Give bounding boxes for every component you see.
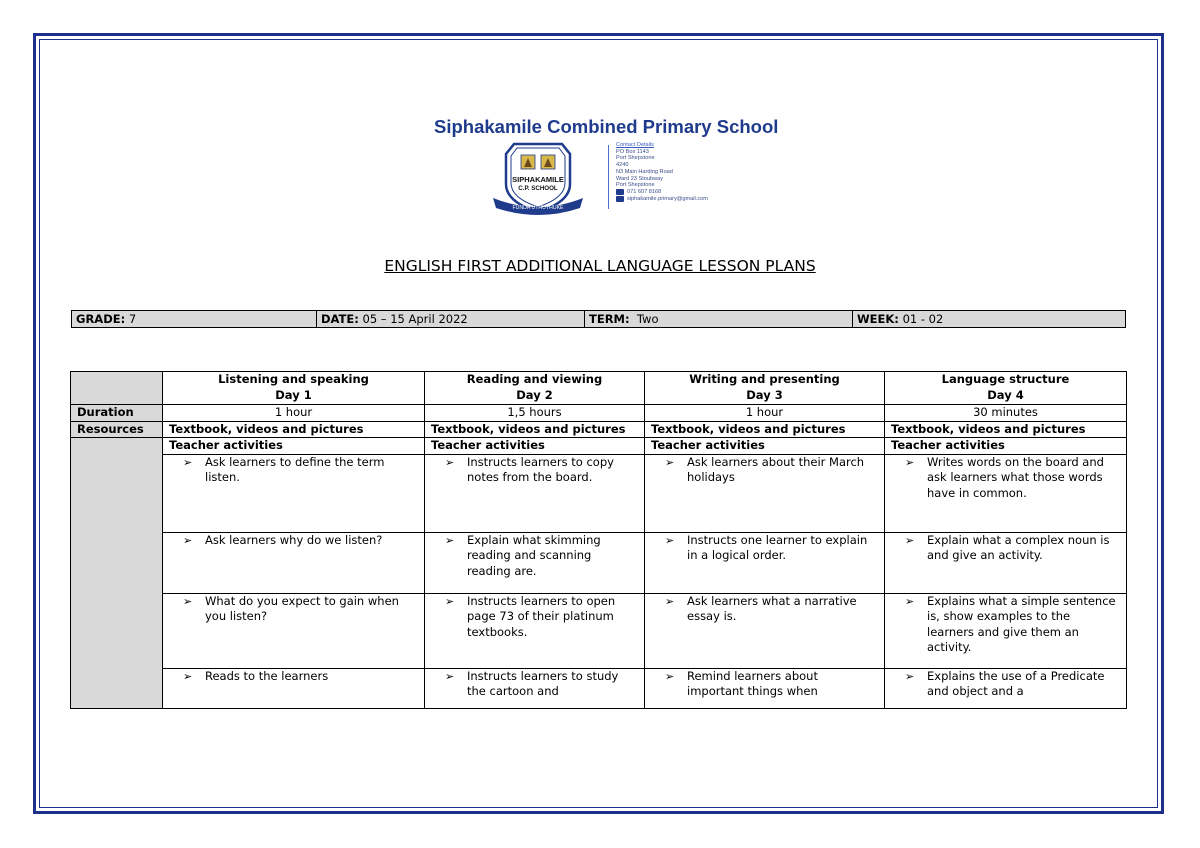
activity-row bbox=[71, 668, 1127, 708]
contact-phone-row bbox=[616, 189, 708, 196]
column-header: Language structure Day 4 bbox=[885, 372, 1127, 405]
school-name: Siphakamile Combined Primary School bbox=[434, 116, 779, 137]
arrow-bullet-icon: ➢ bbox=[445, 669, 455, 683]
grade-label: GRADE: bbox=[76, 312, 126, 326]
grade-cell bbox=[72, 311, 317, 327]
duration-cell: 30 minutes bbox=[885, 405, 1127, 422]
term-value: Two bbox=[636, 312, 659, 326]
activity-cell: ➢ Remind learners about important things when bbox=[645, 668, 885, 708]
contact-po-box: PO Box 1143 bbox=[616, 148, 649, 155]
arrow-bullet-icon: ➢ bbox=[665, 594, 675, 608]
activity-cell: ➢ Writes words on the board and ask learners what those words have in common. bbox=[885, 454, 1127, 532]
duration-cell: 1 hour bbox=[163, 405, 425, 422]
activity-cell: ➢ Explain what a complex noun is and give an activity. bbox=[885, 532, 1127, 593]
arrow-bullet-icon: ➢ bbox=[665, 455, 675, 469]
duration-cell: 1 hour bbox=[645, 405, 885, 422]
date-value: 05 – 15 April 2022 bbox=[362, 312, 468, 326]
row-label-duration: Duration bbox=[71, 405, 163, 422]
arrow-bullet-icon: ➢ bbox=[183, 455, 193, 469]
term-label: TERM: bbox=[589, 312, 630, 326]
crest-school-sub: C.P. SCHOOL bbox=[518, 185, 558, 192]
contact-details bbox=[616, 142, 708, 202]
teacher-activities-label: Teacher activities bbox=[163, 438, 425, 455]
column-header: Listening and speaking Day 1 bbox=[163, 372, 425, 405]
contact-heading: Contact Details bbox=[616, 142, 654, 148]
logo-divider bbox=[608, 145, 609, 209]
contact-postal-code: 4240 bbox=[616, 162, 629, 169]
activity-cell: ➢ Instructs learners to open page 73 of their platinum textbooks. bbox=[425, 593, 645, 668]
week-label: WEEK: bbox=[857, 312, 899, 326]
resources-cell: Textbook, videos and pictures bbox=[885, 421, 1127, 438]
term-cell bbox=[585, 311, 853, 327]
arrow-bullet-icon: ➢ bbox=[445, 455, 455, 469]
contact-street: N3 Main Harding Road bbox=[616, 168, 673, 175]
resources-cell: Textbook, videos and pictures bbox=[163, 421, 425, 438]
grade-value: 7 bbox=[128, 312, 137, 326]
activity-cell: ➢ What do you expect to gain when you listen? bbox=[163, 593, 425, 668]
resources-cell: Textbook, videos and pictures bbox=[425, 421, 645, 438]
side-label-blank bbox=[71, 438, 163, 709]
teacher-activities-label: Teacher activities bbox=[425, 438, 645, 455]
activity-cell: ➢ Instructs learners to study the cartoon and bbox=[425, 668, 645, 708]
activity-cell: ➢ Instructs learners to copy notes from the board. bbox=[425, 454, 645, 532]
school-crest-logo bbox=[490, 140, 586, 218]
activity-cell: ➢ Ask learners about their March holidays bbox=[645, 454, 885, 532]
arrow-bullet-icon: ➢ bbox=[445, 533, 455, 547]
arrow-bullet-icon: ➢ bbox=[445, 594, 455, 608]
arrow-bullet-icon: ➢ bbox=[905, 455, 915, 469]
arrow-bullet-icon: ➢ bbox=[183, 533, 193, 547]
column-header: Reading and viewing Day 2 bbox=[425, 372, 645, 405]
lesson-plan-table bbox=[70, 371, 1127, 709]
activity-cell: ➢ Explains the use of a Predicate and object and a bbox=[885, 668, 1127, 708]
resources-row bbox=[71, 421, 1127, 438]
activity-row bbox=[71, 454, 1127, 532]
crest-motto: FUNDA UTHUTHUKE bbox=[512, 205, 564, 211]
activity-cell: ➢ Explains what a simple sentence is, show examples to the learners and give them an activity. bbox=[885, 593, 1127, 668]
arrow-bullet-icon: ➢ bbox=[183, 594, 193, 608]
teacher-activities-label: Teacher activities bbox=[885, 438, 1127, 455]
activity-row bbox=[71, 593, 1127, 668]
arrow-bullet-icon: ➢ bbox=[665, 669, 675, 683]
contact-ward: Ward 23 Stoubway bbox=[616, 175, 664, 182]
activity-row bbox=[71, 532, 1127, 593]
duration-row bbox=[71, 405, 1127, 422]
teacher-activities-label: Teacher activities bbox=[645, 438, 885, 455]
header-corner-cell bbox=[71, 372, 163, 405]
email-icon bbox=[616, 196, 624, 202]
arrow-bullet-icon: ➢ bbox=[665, 533, 675, 547]
contact-town: Port Shepstone bbox=[616, 155, 655, 162]
date-cell bbox=[317, 311, 585, 327]
page-title: ENGLISH FIRST ADDITIONAL LANGUAGE LESSON PLANS bbox=[384, 257, 816, 275]
activity-cell: ➢ Ask learners what a narrative essay is. bbox=[645, 593, 885, 668]
arrow-bullet-icon: ➢ bbox=[905, 594, 915, 608]
arrow-bullet-icon: ➢ bbox=[183, 669, 193, 683]
arrow-bullet-icon: ➢ bbox=[905, 533, 915, 547]
activity-cell: ➢ Instructs one learner to explain in a logical order. bbox=[645, 532, 885, 593]
date-label: DATE: bbox=[321, 312, 359, 326]
activity-cell: ➢ Ask learners to define the term listen. bbox=[163, 454, 425, 532]
week-value: 01 - 02 bbox=[902, 312, 944, 326]
contact-email-row bbox=[616, 196, 708, 203]
contact-email: siphakamile.primary@gmail.com bbox=[627, 195, 708, 202]
row-label-resources: Resources bbox=[71, 421, 163, 438]
week-cell bbox=[853, 311, 1125, 327]
lesson-info-bar bbox=[71, 310, 1126, 328]
table-header-row bbox=[71, 372, 1127, 405]
column-header: Writing and presenting Day 3 bbox=[645, 372, 885, 405]
activity-cell: ➢ Ask learners why do we listen? bbox=[163, 532, 425, 593]
crest-school-name: SIPHAKAMILE bbox=[512, 175, 564, 184]
activity-cell: ➢ Explain what skimming reading and scanning reading are. bbox=[425, 532, 645, 593]
arrow-bullet-icon: ➢ bbox=[905, 669, 915, 683]
activity-cell: ➢ Reads to the learners bbox=[163, 668, 425, 708]
resources-cell: Textbook, videos and pictures bbox=[645, 421, 885, 438]
duration-cell: 1,5 hours bbox=[425, 405, 645, 422]
contact-city: Port Shepstone bbox=[616, 182, 655, 189]
teacher-activities-header-row bbox=[71, 438, 1127, 455]
phone-icon bbox=[616, 189, 624, 195]
contact-phone: 071 607 8168 bbox=[627, 188, 662, 195]
